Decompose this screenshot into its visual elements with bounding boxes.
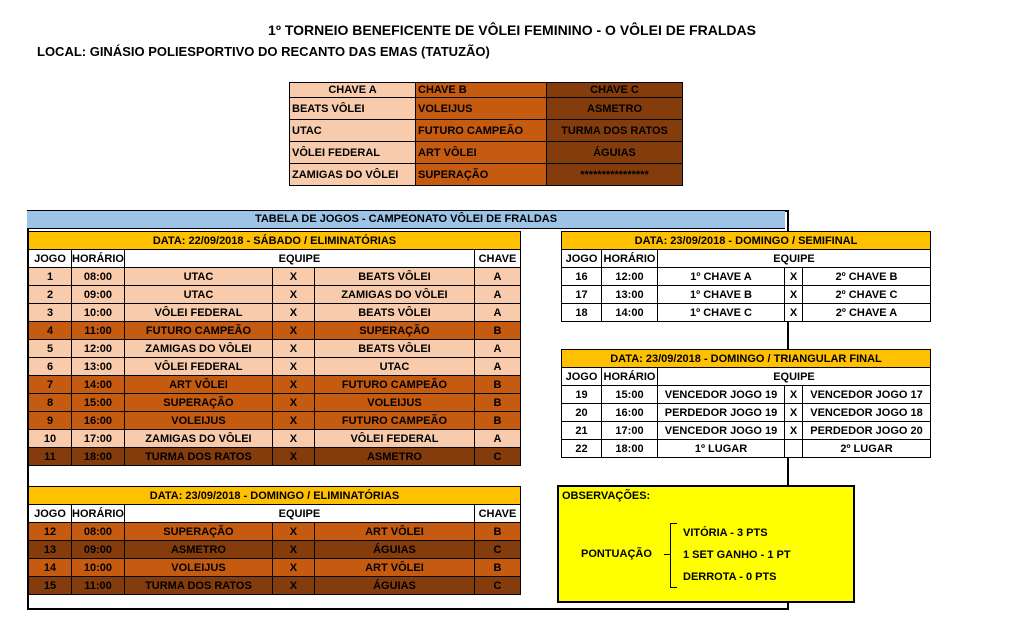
game-row [29,541,521,559]
team-away: 2º CHAVE B [803,268,931,286]
team-home: ASMETRO [124,541,272,559]
game-row [562,268,931,286]
team-away: BEATS VÔLEI [314,340,474,358]
game-number: 10 [29,430,72,448]
scoring-rule: 1 SET GANHO - 1 PT [683,549,791,561]
game-row [29,412,521,430]
group-c-team: TURMA DOS RATOS [547,120,683,142]
versus-mark: X [272,304,314,322]
game-time: 18:00 [72,448,125,466]
game-group: A [474,340,520,358]
team-away: ART VÔLEI [314,523,474,541]
game-time: 09:00 [72,541,125,559]
team-away: BEATS VÔLEI [314,268,474,286]
team-away: VÔLEI FEDERAL [314,430,474,448]
day1-table [28,231,521,466]
team-home: 1º LUGAR [658,440,785,458]
versus-mark: X [272,559,314,577]
game-group: C [474,577,520,595]
final-body [562,386,931,458]
game-row [562,422,931,440]
game-row [562,404,931,422]
versus-mark: X [272,286,314,304]
scoring-rule: DERROTA - 0 PTS [683,571,777,583]
team-home: 1º CHAVE B [658,286,785,304]
col-equipe: EQUIPE [658,250,931,268]
team-home: SUPERAÇÃO [124,523,272,541]
game-time: 14:00 [602,304,658,322]
game-group: B [474,523,520,541]
versus-mark: X [272,412,314,430]
game-group: A [474,358,520,376]
group-b-header: CHAVE B [416,83,547,98]
game-row [562,440,931,458]
team-away: SUPERAÇÃO [314,322,474,340]
game-time: 08:00 [72,268,125,286]
game-group: B [474,376,520,394]
game-time: 11:00 [72,577,125,595]
versus-mark: X [272,358,314,376]
team-home: 1º CHAVE A [658,268,785,286]
scoring-label: PONTUAÇÃO [581,548,652,560]
game-number: 2 [29,286,72,304]
team-home: VOLEIJUS [124,559,272,577]
versus-mark [785,440,803,458]
game-group: A [474,430,520,448]
game-number: 3 [29,304,72,322]
team-home: UTAC [124,286,272,304]
game-time: 15:00 [602,386,658,404]
team-home: 1º CHAVE C [658,304,785,322]
game-row [29,358,521,376]
game-number: 6 [29,358,72,376]
versus-mark: X [272,541,314,559]
versus-mark: X [272,376,314,394]
team-away: VOLEIJUS [314,394,474,412]
team-home: UTAC [124,268,272,286]
col-jogo: JOGO [29,505,72,523]
game-group: A [474,304,520,322]
game-number: 16 [562,268,602,286]
game-group: B [474,322,520,340]
game-time: 13:00 [602,286,658,304]
day2-body [29,523,521,595]
game-number: 11 [29,448,72,466]
group-c-team: **************** [547,164,683,186]
semi-title-row [562,232,931,250]
versus-mark: X [272,523,314,541]
team-home: ART VÔLEI [124,376,272,394]
team-home: FUTURO CAMPEÃO [124,322,272,340]
semi-title: DATA: 23/09/2018 - DOMINGO / SEMIFINAL [562,232,931,250]
game-row [29,523,521,541]
team-home: VOLEIJUS [124,412,272,430]
page-title: 1º TORNEIO BENEFICENTE DE VÔLEI FEMININO - O VÔLEI DE FRALDAS [268,22,756,38]
versus-mark: X [272,322,314,340]
game-number: 18 [562,304,602,322]
game-time: 12:00 [72,340,125,358]
game-row [29,340,521,358]
game-number: 9 [29,412,72,430]
game-number: 5 [29,340,72,358]
team-away: FUTURO CAMPEÃO [314,376,474,394]
game-number: 12 [29,523,72,541]
game-number: 8 [29,394,72,412]
game-row [29,559,521,577]
game-group: B [474,559,520,577]
col-jogo: JOGO [562,250,602,268]
game-row [29,304,521,322]
game-time: 08:00 [72,523,125,541]
game-time: 09:00 [72,286,125,304]
game-number: 1 [29,268,72,286]
team-home: VENCEDOR JOGO 19 [658,386,785,404]
group-a-team: VÔLEI FEDERAL [290,142,416,164]
final-table [561,349,931,458]
team-away: FUTURO CAMPEÃO [314,412,474,430]
versus-mark: X [785,268,803,286]
game-number: 22 [562,440,602,458]
day2-title: DATA: 23/09/2018 - DOMINGO / ELIMINATÓRIAS [29,487,521,505]
groups-row [290,164,683,186]
group-b-team: ART VÔLEI [416,142,547,164]
group-b-team: FUTURO CAMPEÃO [416,120,547,142]
game-row [29,394,521,412]
team-home: TURMA DOS RATOS [124,577,272,595]
game-row [29,286,521,304]
game-number: 4 [29,322,72,340]
team-away: 2º CHAVE C [803,286,931,304]
versus-mark: X [785,386,803,404]
day1-title: DATA: 22/09/2018 - SÁBADO / ELIMINATÓRIAS [29,232,521,250]
versus-mark: X [272,268,314,286]
team-away: 2º LUGAR [803,440,931,458]
groups-row [290,98,683,120]
day2-table [28,486,521,595]
team-away: ÁGUIAS [314,577,474,595]
game-group: C [474,448,520,466]
game-time: 17:00 [602,422,658,440]
game-time: 15:00 [72,394,125,412]
game-number: 17 [562,286,602,304]
day1-header-row [29,250,521,268]
team-away: ART VÔLEI [314,559,474,577]
game-time: 16:00 [72,412,125,430]
team-home: ZAMIGAS DO VÔLEI [124,340,272,358]
game-number: 20 [562,404,602,422]
game-time: 12:00 [602,268,658,286]
team-away: VENCEDOR JOGO 18 [803,404,931,422]
day2-header-row [29,505,521,523]
group-b-team: SUPERAÇÃO [416,164,547,186]
versus-mark: X [785,404,803,422]
group-a-header: CHAVE A [290,83,416,98]
game-row [29,268,521,286]
scoring-rule: VITÓRIA - 3 PTS [683,527,768,539]
group-c-team: ÁGUIAS [547,142,683,164]
groups-header-row [290,83,683,98]
team-away: ZAMIGAS DO VÔLEI [314,286,474,304]
col-equipe: EQUIPE [658,368,931,386]
versus-mark: X [272,430,314,448]
team-home: PERDEDOR JOGO 19 [658,404,785,422]
team-away: PERDEDOR JOGO 20 [803,422,931,440]
game-group: A [474,268,520,286]
game-number: 7 [29,376,72,394]
versus-mark: X [272,394,314,412]
groups-row [290,120,683,142]
observations-label: OBSERVAÇÕES: [562,490,651,502]
day2-title-row [29,487,521,505]
group-a-team: BEATS VÔLEI [290,98,416,120]
game-time: 11:00 [72,322,125,340]
col-jogo: JOGO [29,250,72,268]
game-time: 16:00 [602,404,658,422]
team-home: SUPERAÇÃO [124,394,272,412]
col-horario: HORÁRIO [602,250,658,268]
col-horario: HORÁRIO [72,250,125,268]
col-equipe: EQUIPE [124,505,474,523]
team-away: UTAC [314,358,474,376]
game-time: 17:00 [72,430,125,448]
game-group: A [474,286,520,304]
group-c-header: CHAVE C [547,83,683,98]
game-group: B [474,412,520,430]
game-row [562,304,931,322]
game-row [29,448,521,466]
versus-mark: X [785,422,803,440]
team-home: TURMA DOS RATOS [124,448,272,466]
location-text: LOCAL: GINÁSIO POLIESPORTIVO DO RECANTO DAS EMAS (TATUZÃO) [37,44,490,59]
game-group: C [474,541,520,559]
team-away: VENCEDOR JOGO 17 [803,386,931,404]
team-away: 2º CHAVE A [803,304,931,322]
game-number: 14 [29,559,72,577]
game-row [29,322,521,340]
game-time: 18:00 [602,440,658,458]
col-chave: CHAVE [474,250,520,268]
versus-mark: X [272,448,314,466]
versus-mark: X [785,286,803,304]
col-horario: HORÁRIO [602,368,658,386]
schedule-banner: TABELA DE JOGOS - CAMPEONATO VÔLEI DE FRALDAS [27,211,785,229]
col-jogo: JOGO [562,368,602,386]
versus-mark: X [785,304,803,322]
game-number: 21 [562,422,602,440]
observations-box [557,485,855,603]
game-time: 10:00 [72,304,125,322]
game-number: 15 [29,577,72,595]
game-time: 13:00 [72,358,125,376]
semi-header-row [562,250,931,268]
versus-mark: X [272,577,314,595]
team-away: BEATS VÔLEI [314,304,474,322]
team-away: ÁGUIAS [314,541,474,559]
team-home: VENCEDOR JOGO 19 [658,422,785,440]
game-group: B [474,394,520,412]
brace-icon [670,523,679,588]
team-home: VÔLEI FEDERAL [124,358,272,376]
game-row [562,286,931,304]
final-title-row [562,350,931,368]
col-horario: HORÁRIO [72,505,125,523]
group-c-team: ASMETRO [547,98,683,120]
semi-table [561,231,931,322]
groups-table [289,82,683,186]
semi-body [562,268,931,322]
col-chave: CHAVE [474,505,520,523]
game-row [29,376,521,394]
team-away: ASMETRO [314,448,474,466]
final-header-row [562,368,931,386]
group-a-team: UTAC [290,120,416,142]
game-time: 10:00 [72,559,125,577]
team-home: VÔLEI FEDERAL [124,304,272,322]
group-b-team: VOLEIJUS [416,98,547,120]
game-number: 13 [29,541,72,559]
game-row [29,430,521,448]
game-row [562,386,931,404]
groups-row [290,142,683,164]
final-title: DATA: 23/09/2018 - DOMINGO / TRIANGULAR FINAL [562,350,931,368]
day1-body [29,268,521,466]
game-time: 14:00 [72,376,125,394]
game-row [29,577,521,595]
game-number: 19 [562,386,602,404]
day1-title-row [29,232,521,250]
col-equipe: EQUIPE [124,250,474,268]
team-home: ZAMIGAS DO VÔLEI [124,430,272,448]
group-a-team: ZAMIGAS DO VÔLEI [290,164,416,186]
versus-mark: X [272,340,314,358]
